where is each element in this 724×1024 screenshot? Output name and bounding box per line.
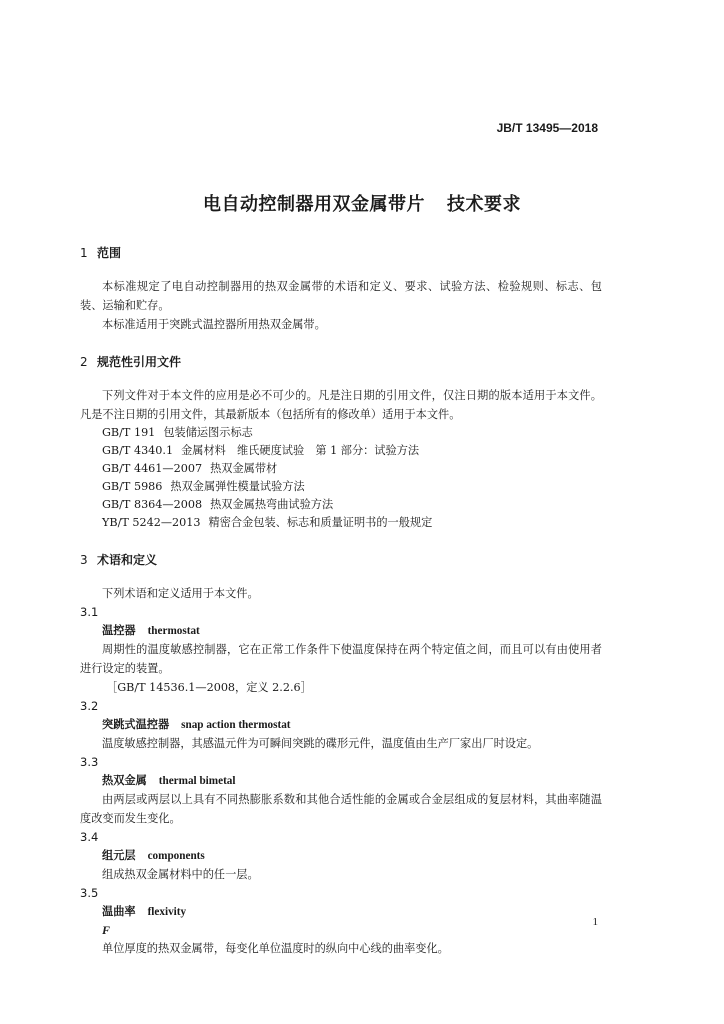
reference-title: 热双金属弹性模量试验方法 [170, 480, 305, 493]
section-title: 术语和定义 [97, 553, 158, 567]
reference-code: YB/T 5242—2013 [102, 516, 201, 529]
term-name-zh: 组元层 [102, 849, 136, 862]
section-2-heading [80, 352, 602, 372]
term-number: 3.3 [80, 755, 99, 769]
term-definition: 周期性的温度敏感控制器，它在正常工作条件下使温度保持在两个特定值之间，而且可以有由使用者进行设定的装置。 [80, 643, 602, 675]
term-name-en: thermostat [147, 625, 200, 637]
section-1-paragraph-1: 本标准规定了电自动控制器用的热双金属带的术语和定义、要求、试验方法、检验规则、标志、包装、运输和贮存。 [80, 280, 602, 312]
term-number: 3.2 [80, 699, 99, 713]
term-definition: 组成热双金属材料中的任一层。 [102, 868, 259, 881]
section-1-heading [80, 243, 602, 263]
section-title: 范围 [97, 246, 122, 260]
term-name-en: flexivity [147, 906, 187, 918]
term-name [80, 902, 602, 921]
term-name [80, 771, 602, 790]
reference-item [80, 442, 602, 460]
section-1-paragraph-2: 本标准适用于突跳式温控器所用热双金属带。 [102, 318, 326, 331]
reference-list [80, 424, 602, 532]
reference-title: 热双金属带材 [210, 462, 278, 475]
term-name-en: components [147, 850, 205, 862]
reference-code: GB/T 4340.1 [102, 444, 174, 457]
term-name-zh: 温曲率 [102, 905, 136, 918]
reference-title: 热双金属热弯曲试验方法 [210, 498, 334, 511]
term-number: 3.5 [80, 886, 99, 900]
term-name [80, 621, 602, 640]
reference-item [80, 514, 602, 532]
term-name-en: thermal bimetal [158, 775, 236, 787]
reference-item [80, 460, 602, 478]
section-number: 1 [80, 246, 88, 260]
term-name-zh: 热双金属 [102, 774, 147, 787]
term-number: 3.4 [80, 830, 99, 844]
term-name-zh: 温控器 [102, 624, 136, 637]
reference-title: 精密合金包装、标志和质量证明书的一般规定 [208, 516, 433, 529]
section-3-heading [80, 550, 602, 570]
reference-code: GB/T 5986 [102, 480, 163, 493]
section-3-intro: 下列术语和定义适用于本文件。 [102, 587, 259, 600]
term-definition: 单位厚度的热双金属带，每变化单位温度时的纵向中心线的曲率变化。 [102, 942, 449, 955]
page-number: 1 [592, 916, 598, 928]
reference-code: GB/T 191 [102, 426, 156, 439]
document-title-sub: 技术要求 [447, 194, 521, 215]
reference-title: 包装储运图示标志 [163, 426, 253, 439]
reference-item [80, 478, 602, 496]
document-title [0, 190, 724, 216]
term-definition: 温度敏感控制器，其感温元件为可瞬间突跳的碟形元件，温度值由生产厂家出厂时设定。 [102, 737, 539, 750]
term-name [80, 846, 602, 865]
reference-item [80, 496, 602, 514]
section-number: 2 [80, 355, 88, 369]
term-symbol: F [102, 923, 111, 937]
term-name-en: snap action thermostat [181, 719, 291, 731]
reference-item [80, 424, 602, 442]
section-2-intro: 下列文件对于本文件的应用是必不可少的。凡是注日期的引用文件，仅注日期的版本适用于本文件。凡是不注日期的引用文件，其最新版本（包括所有的修改单）适用于本文件。 [80, 389, 602, 421]
term-name-zh: 突跳式温控器 [102, 718, 170, 731]
term-source: ［GB/T 14536.1—2008，定义 2.2.6］ [106, 681, 312, 694]
document-body [80, 243, 602, 958]
reference-title: 金属材料 维氏硬度试验 第 1 部分：试验方法 [181, 444, 420, 457]
section-title: 规范性引用文件 [97, 355, 182, 369]
document-title-main: 电自动控制器用双金属带片 [203, 194, 425, 215]
reference-code: GB/T 8364—2008 [102, 498, 203, 511]
reference-code: GB/T 4461—2007 [102, 462, 203, 475]
term-number: 3.1 [80, 605, 99, 619]
standard-code: JB/T 13495—2018 [496, 121, 598, 135]
section-number: 3 [80, 553, 88, 567]
term-name [80, 715, 602, 734]
term-definition: 由两层或两层以上具有不同热膨胀系数和其他合适性能的金属或合金层组成的复层材料，其曲率随温度改变而发生变化。 [80, 793, 602, 825]
